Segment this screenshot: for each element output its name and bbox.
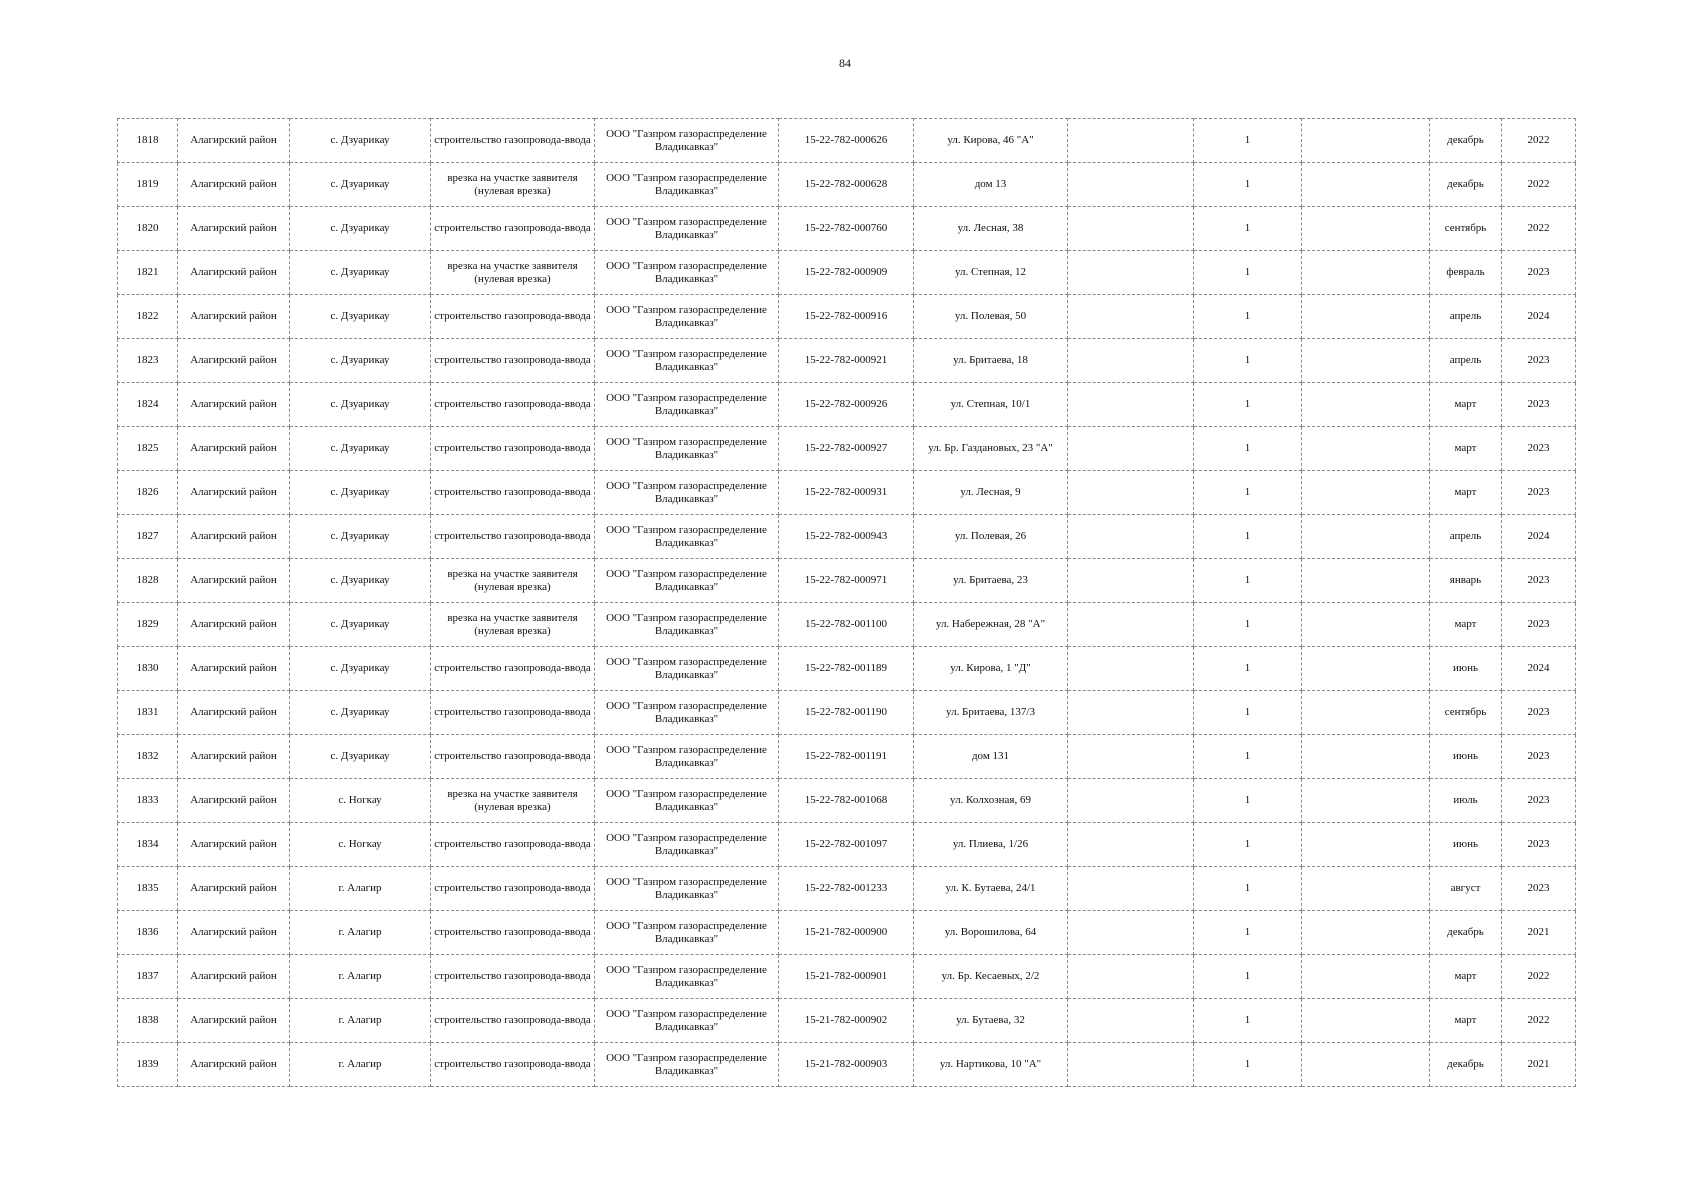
quantity-cell: 1 [1194,339,1302,383]
row-number-cell: 1823 [118,339,178,383]
empty-cell [1302,559,1430,603]
district-cell: Алагирский район [178,251,290,295]
empty-cell [1302,339,1430,383]
empty-cell [1302,955,1430,999]
work-type-cell: строительство газопровода-ввода [431,119,595,163]
organization-cell: ООО "Газпром газораспределение Владикавказ" [595,163,779,207]
application-code-cell: 15-22-782-000760 [779,207,914,251]
quantity-cell: 1 [1194,1043,1302,1087]
month-cell: март [1430,471,1502,515]
district-cell: Алагирский район [178,647,290,691]
application-code-cell: 15-22-782-000626 [779,119,914,163]
year-cell: 2023 [1502,251,1576,295]
row-number-cell: 1831 [118,691,178,735]
work-type-cell: строительство газопровода-ввода [431,383,595,427]
year-cell: 2024 [1502,295,1576,339]
district-cell: Алагирский район [178,339,290,383]
empty-cell [1068,559,1194,603]
empty-cell [1068,867,1194,911]
application-code-cell: 15-22-782-001100 [779,603,914,647]
quantity-cell: 1 [1194,559,1302,603]
month-cell: июнь [1430,647,1502,691]
organization-cell: ООО "Газпром газораспределение Владикавказ" [595,867,779,911]
application-code-cell: 15-21-782-000903 [779,1043,914,1087]
quantity-cell: 1 [1194,911,1302,955]
quantity-cell: 1 [1194,515,1302,559]
row-number-cell: 1818 [118,119,178,163]
year-cell: 2021 [1502,911,1576,955]
work-type-cell: строительство газопровода-ввода [431,823,595,867]
table-row [118,867,1576,911]
empty-cell [1068,339,1194,383]
application-code-cell: 15-22-782-000971 [779,559,914,603]
quantity-cell: 1 [1194,163,1302,207]
work-type-cell: строительство газопровода-ввода [431,295,595,339]
settlement-cell: с. Дзуарикау [290,119,431,163]
organization-cell: ООО "Газпром газораспределение Владикавказ" [595,779,779,823]
address-cell: дом 131 [914,735,1068,779]
address-cell: ул. Нартикова, 10 "А" [914,1043,1068,1087]
table-row [118,735,1576,779]
table-row [118,1043,1576,1087]
quantity-cell: 1 [1194,471,1302,515]
empty-cell [1068,691,1194,735]
empty-cell [1302,691,1430,735]
table-row [118,911,1576,955]
district-cell: Алагирский район [178,735,290,779]
empty-cell [1068,999,1194,1043]
empty-cell [1302,603,1430,647]
row-number-cell: 1822 [118,295,178,339]
page-number: 84 [839,56,851,70]
registry-rows [118,119,1576,1087]
year-cell: 2023 [1502,383,1576,427]
table-row [118,295,1576,339]
application-code-cell: 15-22-782-000916 [779,295,914,339]
application-code-cell: 15-22-782-000943 [779,515,914,559]
address-cell: ул. Лесная, 9 [914,471,1068,515]
district-cell: Алагирский район [178,383,290,427]
work-type-cell: строительство газопровода-ввода [431,471,595,515]
address-cell: ул. Бритаева, 18 [914,339,1068,383]
address-cell: ул. Ворошилова, 64 [914,911,1068,955]
year-cell: 2024 [1502,515,1576,559]
year-cell: 2023 [1502,339,1576,383]
application-code-cell: 15-22-782-000931 [779,471,914,515]
district-cell: Алагирский район [178,999,290,1043]
row-number-cell: 1835 [118,867,178,911]
settlement-cell: с. Дзуарикау [290,251,431,295]
address-cell: ул. Бр. Кесаевых, 2/2 [914,955,1068,999]
address-cell: ул. Степная, 12 [914,251,1068,295]
organization-cell: ООО "Газпром газораспределение Владикавказ" [595,1043,779,1087]
district-cell: Алагирский район [178,515,290,559]
table-row [118,999,1576,1043]
organization-cell: ООО "Газпром газораспределение Владикавказ" [595,515,779,559]
empty-cell [1302,911,1430,955]
district-cell: Алагирский район [178,427,290,471]
empty-cell [1302,1043,1430,1087]
empty-cell [1068,295,1194,339]
table-row [118,427,1576,471]
work-type-cell: строительство газопровода-ввода [431,647,595,691]
settlement-cell: г. Алагир [290,911,431,955]
address-cell: ул. Колхозная, 69 [914,779,1068,823]
district-cell: Алагирский район [178,603,290,647]
organization-cell: ООО "Газпром газораспределение Владикавказ" [595,823,779,867]
organization-cell: ООО "Газпром газораспределение Владикавказ" [595,295,779,339]
district-cell: Алагирский район [178,823,290,867]
year-cell: 2022 [1502,955,1576,999]
row-number-cell: 1825 [118,427,178,471]
organization-cell: ООО "Газпром газораспределение Владикавказ" [595,559,779,603]
organization-cell: ООО "Газпром газораспределение Владикавказ" [595,207,779,251]
application-code-cell: 15-22-782-000926 [779,383,914,427]
address-cell: ул. Лесная, 38 [914,207,1068,251]
work-type-cell: строительство газопровода-ввода [431,955,595,999]
application-code-cell: 15-22-782-000921 [779,339,914,383]
empty-cell [1068,471,1194,515]
settlement-cell: г. Алагир [290,867,431,911]
district-cell: Алагирский район [178,911,290,955]
empty-cell [1302,867,1430,911]
empty-cell [1068,251,1194,295]
table-row [118,603,1576,647]
year-cell: 2023 [1502,559,1576,603]
work-type-cell: строительство газопровода-ввода [431,339,595,383]
empty-cell [1302,207,1430,251]
empty-cell [1068,427,1194,471]
work-type-cell: врезка на участке заявителя (нулевая врезка) [431,779,595,823]
empty-cell [1068,383,1194,427]
work-type-cell: врезка на участке заявителя (нулевая врезка) [431,603,595,647]
table-row [118,691,1576,735]
month-cell: апрель [1430,515,1502,559]
empty-cell [1302,119,1430,163]
quantity-cell: 1 [1194,647,1302,691]
application-code-cell: 15-22-782-001097 [779,823,914,867]
district-cell: Алагирский район [178,163,290,207]
quantity-cell: 1 [1194,383,1302,427]
empty-cell [1302,735,1430,779]
address-cell: ул. Полевая, 26 [914,515,1068,559]
district-cell: Алагирский район [178,1043,290,1087]
empty-cell [1302,383,1430,427]
row-number-cell: 1836 [118,911,178,955]
settlement-cell: с. Дзуарикау [290,383,431,427]
year-cell: 2023 [1502,823,1576,867]
settlement-cell: с. Дзуарикау [290,603,431,647]
work-type-cell: строительство газопровода-ввода [431,691,595,735]
settlement-cell: с. Дзуарикау [290,163,431,207]
application-code-cell: 15-22-782-001190 [779,691,914,735]
table-row [118,823,1576,867]
table-row [118,163,1576,207]
empty-cell [1302,163,1430,207]
organization-cell: ООО "Газпром газораспределение Владикавказ" [595,955,779,999]
empty-cell [1302,427,1430,471]
address-cell: ул. Степная, 10/1 [914,383,1068,427]
empty-cell [1068,515,1194,559]
address-cell: ул. Бр. Газдановых, 23 "А" [914,427,1068,471]
month-cell: март [1430,955,1502,999]
table-row [118,779,1576,823]
address-cell: дом 13 [914,163,1068,207]
organization-cell: ООО "Газпром газораспределение Владикавказ" [595,735,779,779]
application-code-cell: 15-22-782-001068 [779,779,914,823]
settlement-cell: с. Дзуарикау [290,647,431,691]
district-cell: Алагирский район [178,295,290,339]
work-type-cell: строительство газопровода-ввода [431,515,595,559]
quantity-cell: 1 [1194,823,1302,867]
address-cell: ул. Кирова, 1 "Д" [914,647,1068,691]
empty-cell [1302,823,1430,867]
application-code-cell: 15-22-782-001233 [779,867,914,911]
row-number-cell: 1837 [118,955,178,999]
month-cell: апрель [1430,295,1502,339]
year-cell: 2023 [1502,603,1576,647]
year-cell: 2022 [1502,999,1576,1043]
empty-cell [1302,647,1430,691]
organization-cell: ООО "Газпром газораспределение Владикавказ" [595,603,779,647]
row-number-cell: 1821 [118,251,178,295]
work-type-cell: строительство газопровода-ввода [431,735,595,779]
quantity-cell: 1 [1194,207,1302,251]
work-type-cell: строительство газопровода-ввода [431,911,595,955]
empty-cell [1302,515,1430,559]
organization-cell: ООО "Газпром газораспределение Владикавказ" [595,383,779,427]
work-type-cell: строительство газопровода-ввода [431,999,595,1043]
month-cell: январь [1430,559,1502,603]
organization-cell: ООО "Газпром газораспределение Владикавказ" [595,911,779,955]
address-cell: ул. Бритаева, 23 [914,559,1068,603]
quantity-cell: 1 [1194,867,1302,911]
month-cell: март [1430,383,1502,427]
application-code-cell: 15-21-782-000902 [779,999,914,1043]
year-cell: 2022 [1502,163,1576,207]
settlement-cell: с. Дзуарикау [290,295,431,339]
empty-cell [1302,295,1430,339]
settlement-cell: г. Алагир [290,999,431,1043]
month-cell: сентябрь [1430,207,1502,251]
month-cell: июнь [1430,735,1502,779]
settlement-cell: с. Дзуарикау [290,471,431,515]
month-cell: август [1430,867,1502,911]
settlement-cell: с. Дзуарикау [290,559,431,603]
empty-cell [1302,251,1430,295]
settlement-cell: с. Дзуарикау [290,515,431,559]
empty-cell [1068,911,1194,955]
empty-cell [1068,647,1194,691]
settlement-cell: с. Дзуарикау [290,691,431,735]
application-code-cell: 15-21-782-000901 [779,955,914,999]
month-cell: декабрь [1430,911,1502,955]
month-cell: март [1430,427,1502,471]
empty-cell [1302,779,1430,823]
district-cell: Алагирский район [178,119,290,163]
quantity-cell: 1 [1194,779,1302,823]
year-cell: 2024 [1502,647,1576,691]
table-row [118,207,1576,251]
row-number-cell: 1826 [118,471,178,515]
district-cell: Алагирский район [178,559,290,603]
quantity-cell: 1 [1194,251,1302,295]
empty-cell [1068,163,1194,207]
empty-cell [1068,823,1194,867]
district-cell: Алагирский район [178,955,290,999]
month-cell: июль [1430,779,1502,823]
organization-cell: ООО "Газпром газораспределение Владикавказ" [595,251,779,295]
table-row [118,119,1576,163]
work-type-cell: врезка на участке заявителя (нулевая врезка) [431,163,595,207]
row-number-cell: 1838 [118,999,178,1043]
row-number-cell: 1819 [118,163,178,207]
address-cell: ул. Плиева, 1/26 [914,823,1068,867]
month-cell: март [1430,999,1502,1043]
application-code-cell: 15-22-782-001189 [779,647,914,691]
table-row [118,251,1576,295]
quantity-cell: 1 [1194,691,1302,735]
row-number-cell: 1833 [118,779,178,823]
empty-cell [1068,119,1194,163]
address-cell: ул. Бутаева, 32 [914,999,1068,1043]
month-cell: декабрь [1430,119,1502,163]
district-cell: Алагирский район [178,779,290,823]
month-cell: апрель [1430,339,1502,383]
settlement-cell: с. Дзуарикау [290,735,431,779]
empty-cell [1068,603,1194,647]
quantity-cell: 1 [1194,955,1302,999]
work-type-cell: строительство газопровода-ввода [431,207,595,251]
row-number-cell: 1830 [118,647,178,691]
settlement-cell: с. Дзуарикау [290,339,431,383]
organization-cell: ООО "Газпром газораспределение Владикавказ" [595,691,779,735]
application-code-cell: 15-22-782-000927 [779,427,914,471]
table-row [118,647,1576,691]
year-cell: 2023 [1502,691,1576,735]
organization-cell: ООО "Газпром газораспределение Владикавказ" [595,647,779,691]
month-cell: февраль [1430,251,1502,295]
year-cell: 2023 [1502,471,1576,515]
district-cell: Алагирский район [178,471,290,515]
work-type-cell: строительство газопровода-ввода [431,867,595,911]
application-code-cell: 15-22-782-000909 [779,251,914,295]
address-cell: ул. К. Бутаева, 24/1 [914,867,1068,911]
address-cell: ул. Набережная, 28 "А" [914,603,1068,647]
address-cell: ул. Полевая, 50 [914,295,1068,339]
row-number-cell: 1828 [118,559,178,603]
registry-table [117,118,1576,1087]
district-cell: Алагирский район [178,867,290,911]
row-number-cell: 1839 [118,1043,178,1087]
month-cell: декабрь [1430,1043,1502,1087]
year-cell: 2021 [1502,1043,1576,1087]
table-row [118,339,1576,383]
settlement-cell: с. Дзуарикау [290,207,431,251]
quantity-cell: 1 [1194,295,1302,339]
settlement-cell: г. Алагир [290,955,431,999]
work-type-cell: врезка на участке заявителя (нулевая врезка) [431,559,595,603]
quantity-cell: 1 [1194,603,1302,647]
year-cell: 2023 [1502,867,1576,911]
address-cell: ул. Кирова, 46 "А" [914,119,1068,163]
empty-cell [1068,1043,1194,1087]
year-cell: 2022 [1502,119,1576,163]
row-number-cell: 1834 [118,823,178,867]
table-row [118,383,1576,427]
district-cell: Алагирский район [178,691,290,735]
application-code-cell: 15-22-782-000628 [779,163,914,207]
month-cell: декабрь [1430,163,1502,207]
work-type-cell: врезка на участке заявителя (нулевая врезка) [431,251,595,295]
quantity-cell: 1 [1194,735,1302,779]
row-number-cell: 1829 [118,603,178,647]
table-row [118,955,1576,999]
work-type-cell: строительство газопровода-ввода [431,427,595,471]
address-cell: ул. Бритаева, 137/3 [914,691,1068,735]
year-cell: 2023 [1502,427,1576,471]
row-number-cell: 1832 [118,735,178,779]
settlement-cell: с. Ногкау [290,779,431,823]
empty-cell [1068,207,1194,251]
year-cell: 2023 [1502,735,1576,779]
quantity-cell: 1 [1194,999,1302,1043]
organization-cell: ООО "Газпром газораспределение Владикавказ" [595,427,779,471]
organization-cell: ООО "Газпром газораспределение Владикавказ" [595,119,779,163]
quantity-cell: 1 [1194,119,1302,163]
row-number-cell: 1820 [118,207,178,251]
table-row [118,515,1576,559]
settlement-cell: с. Ногкау [290,823,431,867]
empty-cell [1068,735,1194,779]
settlement-cell: с. Дзуарикау [290,427,431,471]
table-row [118,559,1576,603]
organization-cell: ООО "Газпром газораспределение Владикавказ" [595,471,779,515]
month-cell: сентябрь [1430,691,1502,735]
application-code-cell: 15-22-782-001191 [779,735,914,779]
organization-cell: ООО "Газпром газораспределение Владикавказ" [595,999,779,1043]
empty-cell [1068,955,1194,999]
organization-cell: ООО "Газпром газораспределение Владикавказ" [595,339,779,383]
quantity-cell: 1 [1194,427,1302,471]
row-number-cell: 1827 [118,515,178,559]
table-row [118,471,1576,515]
row-number-cell: 1824 [118,383,178,427]
work-type-cell: строительство газопровода-ввода [431,1043,595,1087]
settlement-cell: г. Алагир [290,1043,431,1087]
empty-cell [1068,779,1194,823]
district-cell: Алагирский район [178,207,290,251]
month-cell: июнь [1430,823,1502,867]
year-cell: 2022 [1502,207,1576,251]
month-cell: март [1430,603,1502,647]
empty-cell [1302,999,1430,1043]
empty-cell [1302,471,1430,515]
application-code-cell: 15-21-782-000900 [779,911,914,955]
year-cell: 2023 [1502,779,1576,823]
